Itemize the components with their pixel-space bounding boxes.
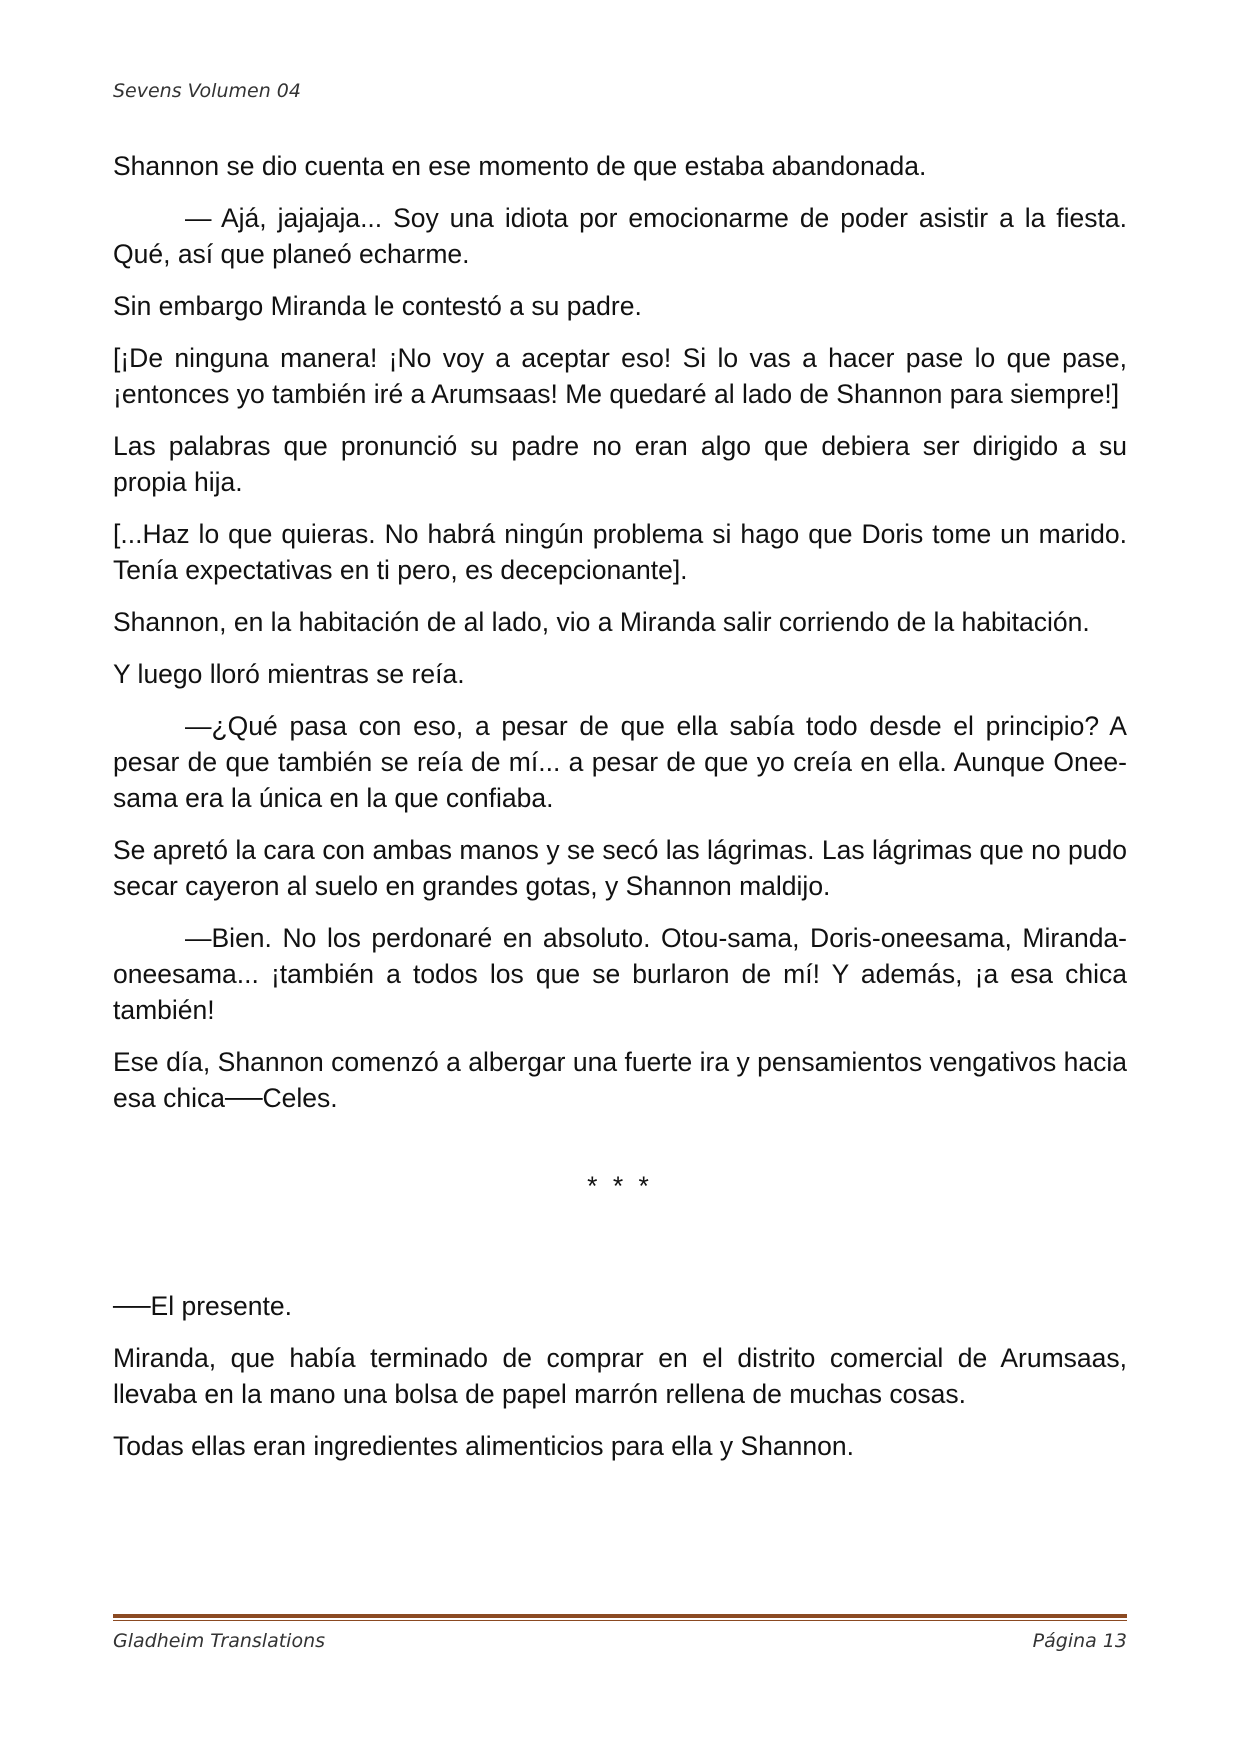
page-number: Página 13 (1032, 1630, 1127, 1652)
footer-credit: Gladheim Translations (113, 1630, 326, 1652)
paragraph: Se apretó la cara con ambas manos y se secó las lágrimas. Las lágrimas que no pudo secar cayeron al suelo en grandes gotas, y Shannon maldijo. (113, 835, 1127, 901)
paragraph: [¡De ninguna manera! ¡No voy a aceptar eso! Si lo vas a hacer pase lo que pase, ¡entonces yo también iré a Arumsaas! Me quedaré al lado de Shannon para siempre!] (113, 343, 1127, 409)
paragraph: Miranda, que había terminado de comprar en el distrito comercial de Arumsaas, llevaba en la mano una bolsa de papel marrón rellena de muchas cosas. (113, 1343, 1127, 1409)
dialogue-paragraph: — Ajá, jajajaja... Soy una idiota por emocionarme de poder asistir a la fiesta. Qué, así que planeó echarme. (113, 203, 1127, 269)
dialogue-paragraph: —¿Qué pasa con eso, a pesar de que ella sabía todo desde el principio? A pesar de que también se reía de mí... a pesar de que yo creía en ella. Aunque Onee-sama era la única en la que confiaba. (113, 711, 1127, 813)
paragraph: Sin embargo Miranda le contestó a su padre. (113, 291, 642, 321)
scene-separator: * * * (587, 1171, 653, 1201)
running-header: Sevens Volumen 04 (113, 80, 301, 102)
paragraph: [...Haz lo que quieras. No habrá ningún problema si hago que Doris tome un marido. Tenía expectativas en ti pero, es decepcionante]. (113, 519, 1127, 585)
body-text (113, 148, 1127, 1480)
paragraph: Las palabras que pronunció su padre no eran algo que debiera ser dirigido a su propia hija. (113, 431, 1127, 497)
footer-rule-thin (113, 1620, 1127, 1621)
dialogue-paragraph: —Bien. No los perdonaré en absoluto. Otou-sama, Doris-oneesama, Miranda-oneesama... ¡también a todos los que se burlaron de mí! Y además, ¡a esa chica también! (113, 923, 1127, 1025)
paragraph: Ese día, Shannon comenzó a albergar una fuerte ira y pensamientos vengativos hacia esa chica──Celes. (113, 1047, 1127, 1113)
paragraph: Shannon, en la habitación de al lado, vio a Miranda salir corriendo de la habitación. (113, 607, 1090, 637)
paragraph: Todas ellas eran ingredientes alimenticios para ella y Shannon. (113, 1431, 854, 1461)
footer-rule (113, 1614, 1127, 1618)
paragraph: ──El presente. (113, 1291, 292, 1321)
paragraph: Y luego lloró mientras se reía. (113, 659, 465, 689)
paragraph: Shannon se dio cuenta en ese momento de que estaba abandonada. (113, 151, 927, 181)
